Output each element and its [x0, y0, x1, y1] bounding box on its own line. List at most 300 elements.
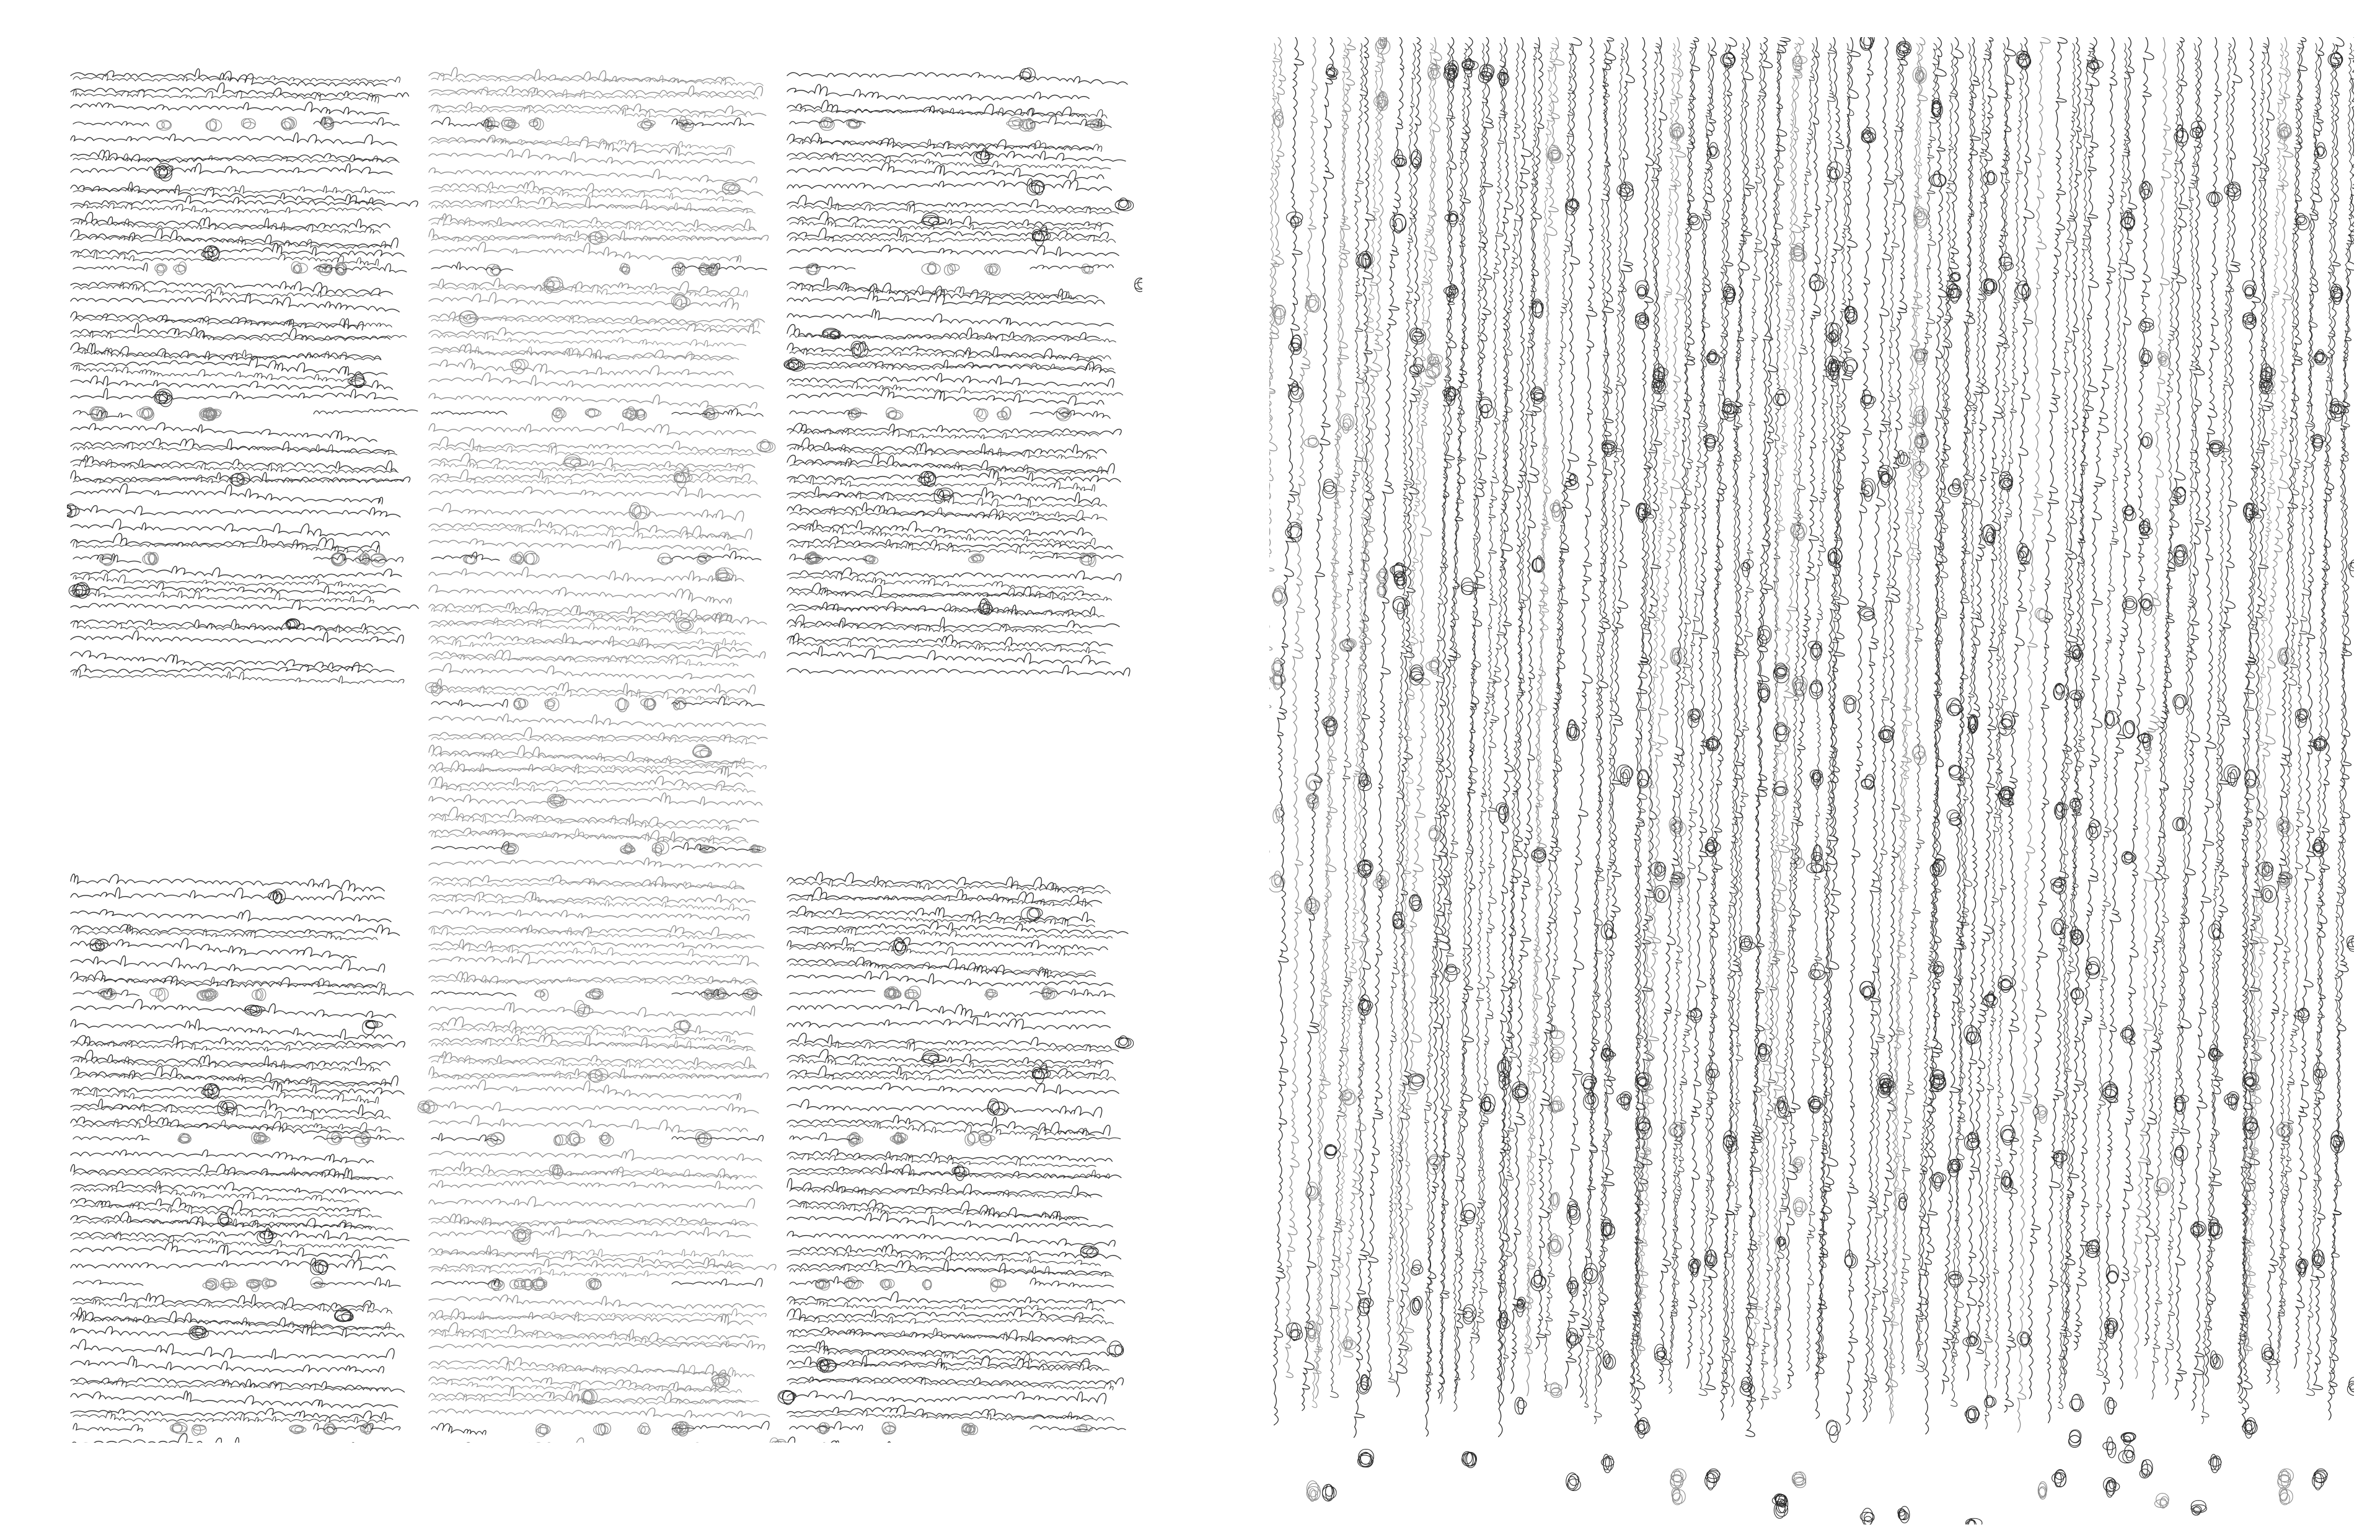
monogram-ornament	[487, 264, 501, 276]
monogram-ornament	[1056, 408, 1072, 421]
monogram-ornament	[2243, 313, 2257, 329]
script-line	[73, 186, 395, 194]
script-line	[431, 752, 744, 765]
script-line	[73, 669, 404, 684]
script-line	[431, 1249, 753, 1257]
script-line	[71, 1067, 398, 1086]
monogram-ornament	[620, 263, 630, 275]
monogram-ornament	[1636, 281, 1649, 299]
monogram-ornament	[252, 988, 266, 1000]
script-line	[1497, 37, 1514, 1437]
script-line	[71, 423, 377, 442]
script-line	[1476, 43, 1523, 1344]
script-line	[71, 376, 392, 390]
script-line	[71, 484, 382, 504]
script-line	[790, 1073, 1116, 1081]
monogram-ornament	[2141, 433, 2153, 448]
script-line	[429, 1162, 737, 1179]
monogram-ornament	[1357, 860, 1373, 878]
monogram-ornament	[311, 1277, 325, 1288]
monogram-ornament	[2242, 1418, 2257, 1438]
script-line	[429, 539, 748, 552]
monogram-ornament	[674, 1020, 691, 1035]
script-line	[787, 665, 1130, 675]
monogram-ornament	[1808, 641, 1822, 661]
script-line	[71, 356, 387, 376]
script-line	[429, 679, 756, 694]
script-column	[2165, 37, 2206, 1515]
script-line	[790, 524, 1095, 545]
monogram-ornament	[1461, 1203, 1476, 1223]
monogram-ornament	[1323, 1484, 1337, 1501]
script-line	[71, 1433, 398, 1443]
script-line	[314, 1278, 400, 1287]
script-line	[429, 858, 762, 868]
script-line	[429, 892, 756, 902]
monogram-ornament	[1703, 736, 1720, 750]
monogram-ornament	[1827, 1420, 1841, 1443]
script-line	[672, 118, 754, 126]
monogram-ornament	[819, 117, 835, 130]
monogram-ornament	[1566, 1473, 1580, 1491]
monogram-ornament	[1792, 677, 1807, 697]
monogram-ornament	[2279, 1487, 2293, 1505]
script-column	[2096, 37, 2137, 1463]
monogram-ornament	[1073, 1424, 1092, 1432]
monogram-ornament	[1515, 1297, 1525, 1317]
script-line	[2312, 37, 2344, 1389]
monogram-ornament	[203, 1278, 219, 1290]
monogram-ornament	[676, 618, 694, 631]
monogram-ornament	[1356, 252, 1372, 269]
monogram-ornament	[2296, 213, 2309, 230]
script-line	[71, 506, 400, 517]
horizontal-calligraphy-panel	[67, 67, 1142, 1443]
script-line	[71, 182, 385, 204]
monogram-ornament	[1548, 145, 1563, 163]
script-column	[2133, 37, 2172, 1508]
monogram-ornament	[1809, 963, 1825, 980]
monogram-ornament	[969, 554, 984, 563]
script-line	[71, 133, 397, 145]
monogram-ornament	[501, 117, 519, 130]
script-line	[787, 1291, 1125, 1303]
script-line	[787, 1308, 1103, 1319]
monogram-ornament	[536, 1423, 550, 1437]
monogram-ornament	[1637, 770, 1649, 788]
monogram-ornament	[2314, 143, 2326, 159]
monogram-ornament	[543, 277, 563, 294]
script-line	[1815, 37, 1844, 1419]
monogram-ornament	[2258, 862, 2273, 881]
script-line	[71, 874, 384, 892]
script-line	[71, 1293, 374, 1309]
monogram-ornament	[1530, 387, 1545, 404]
monogram-ornament	[620, 843, 635, 854]
monogram-ornament	[1427, 354, 1443, 367]
script-line	[429, 344, 733, 359]
script-line	[787, 341, 1102, 361]
script-line	[1637, 43, 1680, 1357]
monogram-ornament	[985, 264, 1000, 276]
script-column	[1470, 37, 1514, 1437]
script-line	[73, 316, 392, 327]
monogram-ornament	[2035, 608, 2048, 622]
monogram-ornament	[206, 119, 221, 131]
monogram-ornament	[2052, 1469, 2066, 1487]
script-line	[787, 971, 1113, 986]
script-line	[429, 1340, 765, 1350]
monogram-ornament	[2118, 1445, 2135, 1463]
monogram-ornament	[1462, 58, 1478, 74]
monogram-ornament	[1306, 773, 1321, 791]
script-line	[787, 245, 1119, 257]
monogram-ornament	[1635, 1418, 1650, 1438]
monogram-ornament	[155, 264, 167, 276]
monogram-ornament	[178, 1133, 191, 1143]
script-line	[431, 477, 757, 485]
script-line	[429, 567, 744, 582]
monogram-ornament	[286, 618, 300, 628]
script-line	[429, 394, 757, 408]
monogram-ornament	[1082, 264, 1094, 274]
monogram-ornament	[1393, 596, 1408, 619]
script-line	[431, 332, 746, 346]
script-line	[790, 428, 1098, 439]
script-line	[431, 1423, 486, 1435]
monogram-ornament	[201, 246, 219, 262]
script-line	[429, 135, 731, 156]
script-line	[73, 410, 132, 418]
monogram-ornament	[2330, 284, 2343, 305]
script-line	[787, 615, 1119, 628]
script-line	[1030, 1134, 1121, 1140]
script-line	[787, 922, 1128, 934]
monogram-ornament	[356, 553, 370, 565]
script-line	[429, 1295, 764, 1309]
script-line	[71, 229, 398, 248]
script-line	[431, 842, 509, 850]
script-line	[1524, 43, 1559, 1354]
script-line	[2245, 43, 2287, 1357]
monogram-ornament	[1617, 182, 1634, 201]
monogram-ornament	[1896, 451, 1910, 467]
monogram-ornament	[2311, 434, 2325, 451]
script-line	[787, 568, 1121, 581]
monogram-ornament	[2224, 1092, 2239, 1111]
monogram-ornament	[201, 1084, 219, 1099]
script-line	[1387, 43, 1416, 1382]
monogram-ornament	[2347, 1377, 2354, 1395]
script-line	[429, 324, 760, 336]
monogram-ornament	[1340, 1089, 1356, 1106]
script-line	[1984, 43, 2011, 1429]
script-line	[71, 1339, 394, 1359]
script-line	[71, 1243, 387, 1259]
script-column	[1503, 37, 1546, 1393]
script-line	[314, 554, 403, 562]
script-column	[1387, 37, 1426, 1397]
monogram-ornament	[1860, 1508, 1874, 1525]
monogram-ornament	[847, 119, 862, 129]
script-line	[71, 631, 403, 643]
monogram-ornament	[1808, 1096, 1823, 1113]
monogram-ornament	[638, 119, 656, 131]
script-line	[1976, 37, 2016, 1353]
script-line	[790, 265, 855, 270]
monogram-ornament	[1651, 862, 1665, 881]
script-line	[71, 1164, 379, 1179]
monogram-ornament	[784, 358, 804, 371]
monogram-ornament	[2278, 648, 2292, 665]
script-line	[429, 761, 752, 777]
monogram-ornament	[1358, 1450, 1374, 1467]
script-line	[2152, 43, 2181, 1399]
script-line	[787, 84, 1089, 100]
monogram-ornament	[1669, 817, 1686, 837]
monogram-ornament	[426, 683, 443, 696]
monogram-ornament	[623, 407, 638, 420]
monogram-ornament	[531, 1277, 547, 1291]
monogram-ornament	[1617, 1092, 1632, 1111]
monogram-ornament	[1532, 848, 1546, 863]
script-column	[1889, 37, 1929, 1423]
script-column	[1536, 37, 1582, 1490]
monogram-ornament	[2157, 352, 2169, 367]
monogram-ornament	[1567, 719, 1580, 741]
monogram-ornament	[1115, 1036, 1133, 1049]
monogram-ornament	[1740, 1377, 1755, 1395]
monogram-ornament	[311, 1260, 328, 1275]
script-line	[429, 1080, 741, 1101]
script-column	[1453, 37, 1495, 1411]
monogram-ornament	[615, 698, 629, 712]
monogram-ornament	[316, 264, 332, 276]
script-line	[787, 291, 1104, 305]
monogram-ornament	[2140, 1459, 2153, 1478]
monogram-ornament	[2104, 1318, 2118, 1339]
monogram-ornament	[482, 117, 500, 131]
script-line	[431, 943, 744, 957]
monogram-ornament	[638, 1423, 650, 1435]
script-column	[1285, 37, 1321, 1502]
script-line	[787, 360, 1115, 373]
monogram-ornament	[845, 1277, 862, 1289]
monogram-ornament	[1567, 1201, 1580, 1225]
monogram-ornament	[1324, 1145, 1337, 1159]
monogram-ornament	[1531, 1270, 1546, 1291]
script-line	[787, 1018, 1110, 1029]
monogram-ornament	[697, 553, 711, 565]
script-line	[787, 1213, 1113, 1228]
monogram-ornament	[1930, 171, 1947, 187]
script-line	[787, 1099, 1102, 1117]
script-line	[1566, 37, 1597, 1388]
script-line	[429, 1357, 731, 1377]
script-line	[431, 686, 746, 701]
script-line	[1315, 37, 1355, 1399]
monogram-ornament	[2276, 817, 2293, 837]
monogram-ornament	[882, 1422, 896, 1434]
script-line	[431, 654, 738, 667]
monogram-ornament	[511, 359, 529, 374]
script-line	[787, 887, 1102, 903]
script-line	[787, 1231, 1115, 1246]
script-line	[1594, 43, 1626, 1424]
script-column	[1594, 37, 1634, 1424]
monogram-ornament	[2154, 1178, 2171, 1195]
monogram-ornament	[2069, 646, 2082, 662]
monogram-ornament	[2103, 1437, 2116, 1458]
monogram-ornament	[2328, 53, 2343, 68]
script-line	[71, 956, 385, 972]
script-line	[71, 651, 372, 669]
monogram-ornament	[2038, 1482, 2047, 1499]
monogram-ornament	[1272, 586, 1287, 606]
script-line	[429, 503, 744, 521]
monogram-ornament	[1020, 68, 1036, 82]
monogram-ornament	[1496, 803, 1509, 823]
monogram-ornament	[2174, 545, 2188, 566]
script-line	[790, 1328, 1106, 1344]
script-column	[2202, 37, 2242, 1424]
script-line	[73, 1423, 143, 1432]
script-line	[672, 263, 767, 270]
monogram-ornament	[1462, 1451, 1477, 1467]
monogram-ornament	[1616, 765, 1633, 786]
script-line	[73, 219, 380, 234]
monogram-ornament	[641, 698, 656, 710]
monogram-ornament	[418, 1100, 438, 1114]
monogram-ornament	[974, 408, 988, 421]
script-line	[71, 312, 363, 330]
monogram-ornament	[1375, 37, 1390, 54]
script-line	[790, 477, 1095, 491]
script-column	[2144, 37, 2188, 1399]
script-line	[71, 1000, 396, 1018]
script-column	[1424, 37, 1460, 1437]
script-line	[71, 1050, 390, 1067]
monogram-ornament	[1603, 1350, 1615, 1369]
script-column	[2047, 37, 2084, 1448]
monogram-ornament	[1027, 180, 1044, 195]
monogram-ornament	[997, 407, 1011, 420]
script-line	[429, 214, 755, 230]
script-line	[431, 218, 757, 232]
monogram-ornament	[1547, 1234, 1563, 1257]
monogram-ornament	[1390, 214, 1406, 233]
monogram-ornament	[658, 553, 672, 565]
monogram-ornament	[1549, 1047, 1564, 1062]
monogram-ornament	[1966, 1518, 1982, 1525]
monogram-ornament	[1792, 1472, 1805, 1488]
script-line	[73, 1299, 392, 1314]
monogram-ornament	[488, 1278, 505, 1291]
monogram-ornament	[2140, 181, 2153, 200]
monogram-ornament	[501, 843, 518, 855]
monogram-ornament	[757, 439, 775, 452]
monogram-ornament	[137, 407, 154, 420]
monogram-ornament	[1304, 436, 1319, 448]
script-line	[431, 700, 508, 708]
script-line	[431, 1055, 757, 1070]
script-column	[1951, 37, 1998, 1408]
script-line	[787, 1200, 1088, 1220]
monogram-ornament	[1879, 726, 1893, 742]
monogram-ornament	[750, 845, 766, 853]
script-line	[429, 633, 748, 652]
script-line	[71, 163, 392, 174]
script-line	[787, 1391, 1106, 1404]
monogram-ornament	[652, 841, 669, 856]
script-line	[431, 527, 736, 540]
monogram-ornament	[2173, 695, 2187, 715]
monogram-ornament	[1897, 42, 1911, 58]
script-line	[787, 1377, 1123, 1385]
monogram-ornament	[985, 989, 998, 1000]
script-line	[429, 793, 762, 805]
monogram-ornament	[1602, 1454, 1614, 1473]
script-line	[431, 1279, 499, 1286]
monogram-ornament	[1601, 1045, 1613, 1062]
script-line	[790, 912, 1095, 927]
script-line	[787, 278, 1098, 300]
script-line	[73, 1186, 359, 1202]
script-line	[429, 423, 756, 434]
monogram-ornament	[1826, 323, 1841, 347]
script-line	[2120, 37, 2154, 1389]
script-line	[429, 939, 764, 949]
script-column	[1846, 37, 1875, 1525]
script-line	[790, 571, 1083, 589]
monogram-ornament	[1565, 473, 1579, 490]
monogram-ornament	[2347, 936, 2354, 952]
script-line	[429, 1226, 751, 1238]
script-line	[73, 1119, 390, 1133]
monogram-ornament	[2191, 1500, 2206, 1515]
monogram-ornament	[1999, 472, 2012, 490]
script-line	[429, 1322, 759, 1340]
script-line	[429, 954, 759, 966]
monogram-ornament	[289, 1425, 306, 1434]
script-line	[1454, 37, 1493, 1393]
script-line	[429, 1017, 753, 1035]
monogram-ornament	[1706, 350, 1720, 365]
monogram-ornament	[594, 1423, 611, 1435]
monogram-ornament	[599, 1132, 614, 1146]
monogram-ornament	[1323, 479, 1337, 498]
monogram-ornament	[459, 310, 478, 327]
script-line	[429, 519, 752, 540]
script-line	[1705, 37, 1737, 1389]
monogram-ornament	[2055, 802, 2067, 819]
script-line	[429, 487, 760, 498]
monogram-ornament	[2017, 1332, 2030, 1347]
script-line	[2202, 43, 2234, 1424]
script-column	[1774, 37, 1825, 1389]
monogram-ornament	[174, 262, 187, 275]
script-line	[1393, 43, 1437, 1342]
monogram-ornament	[1307, 1481, 1320, 1502]
monogram-ornament	[1426, 657, 1442, 674]
script-line	[73, 1280, 143, 1286]
monogram-ornament	[2243, 281, 2257, 299]
monogram-ornament	[1411, 1296, 1422, 1315]
script-line	[429, 242, 741, 263]
script-line	[71, 1181, 402, 1194]
script-line	[429, 907, 749, 920]
script-line	[71, 1019, 392, 1039]
